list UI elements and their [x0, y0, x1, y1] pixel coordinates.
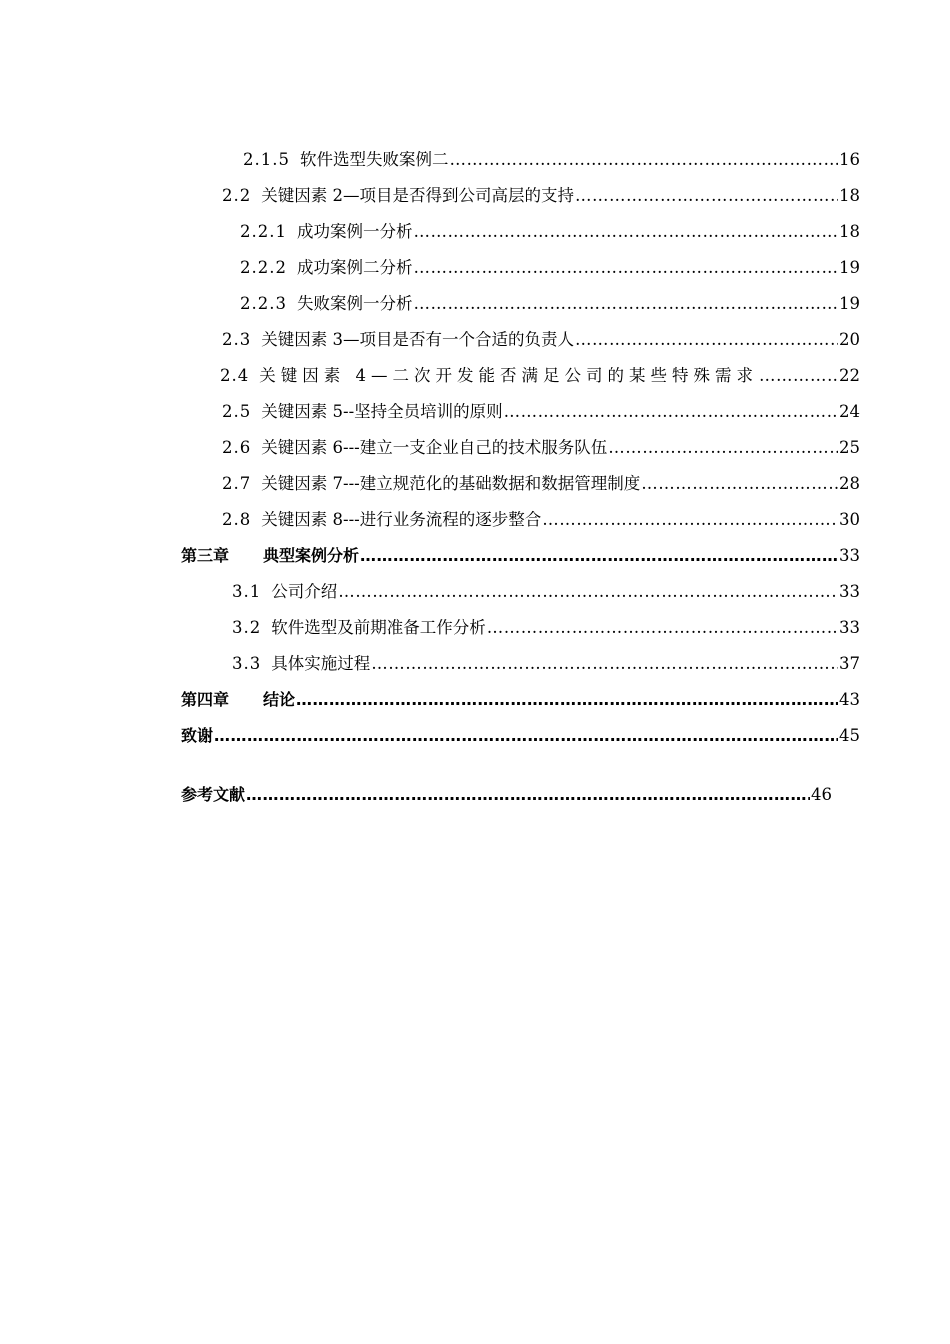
- toc-entry-title: 软件选型及前期准备工作分析: [271, 618, 486, 637]
- dot-leader: [608, 435, 838, 461]
- toc-entry-title: 关键因素 5--坚持全员培训的原则: [261, 402, 503, 421]
- dot-leader: [246, 782, 810, 808]
- toc-entry-title: 具体实施过程: [271, 654, 371, 673]
- toc-entry-title: 成功案例二分析: [296, 258, 413, 277]
- toc-entry-title: 关键因素 4—二次开发能否满足公司的某些特殊需求: [259, 366, 758, 385]
- dot-leader: [449, 147, 838, 173]
- dot-leader: [214, 723, 838, 749]
- toc-entry-page: 43: [839, 690, 860, 709]
- toc-acknowledgements[interactable]: [181, 723, 860, 749]
- toc-entry-number: 2.3: [222, 330, 252, 349]
- toc-entry-page: 28: [839, 474, 860, 493]
- toc-entry-2-2[interactable]: [222, 183, 860, 209]
- dot-leader: [641, 471, 838, 497]
- toc-entry-number: 3.3: [232, 654, 262, 673]
- dot-leader: [542, 507, 838, 533]
- toc-entry-3-3[interactable]: [232, 651, 860, 677]
- dot-leader: [487, 615, 838, 641]
- dot-leader: [413, 291, 838, 317]
- toc-entry-2-2-2[interactable]: [240, 255, 860, 281]
- toc-entry-title: 软件选型失败案例二: [299, 150, 449, 169]
- toc-entry-number: 2.2.2: [240, 258, 287, 277]
- toc-chapter-number: 第三章: [181, 546, 230, 565]
- toc-entry-3-2[interactable]: [232, 615, 860, 641]
- toc-entry-2-4[interactable]: [220, 363, 860, 389]
- toc-entry-page: 19: [839, 258, 860, 277]
- toc-entry-page: 24: [839, 402, 860, 421]
- toc-entry-page: 20: [839, 330, 860, 349]
- dot-leader: [759, 363, 838, 389]
- toc-chapter-3[interactable]: [181, 543, 860, 569]
- toc-entry-number: 2.2.1: [240, 222, 287, 241]
- toc-entry-page: 16: [839, 150, 860, 169]
- toc-entry-2-2-3[interactable]: [240, 291, 860, 317]
- toc-entry-number: 2.8: [222, 510, 252, 529]
- toc-chapter-title: 典型案例分析: [263, 546, 360, 565]
- toc-chapter-title: 参考文献: [181, 785, 246, 804]
- toc-entry-title: 公司介绍: [271, 582, 338, 601]
- toc-chapter-title: 致谢: [181, 726, 214, 745]
- toc-entry-title: 关键因素 3—项目是否有一个合适的负责人: [261, 330, 574, 349]
- toc-entry-number: 2.6: [222, 438, 252, 457]
- toc-entry-title: 关键因素 6---建立一支企业自己的技术服务队伍: [261, 438, 608, 457]
- toc-entry-2-2-1[interactable]: [240, 219, 860, 245]
- toc-chapter-number: 第四章: [181, 690, 230, 709]
- dot-leader: [371, 651, 838, 677]
- toc-entry-title: 成功案例一分析: [296, 222, 413, 241]
- dot-leader: [296, 687, 838, 713]
- toc-entry-page: 18: [839, 186, 860, 205]
- toc-entry-page: 33: [839, 546, 860, 565]
- toc-entry-page: 46: [811, 785, 832, 804]
- toc-entry-page: 37: [839, 654, 860, 673]
- toc-entry-title: 失败案例一分析: [296, 294, 413, 313]
- toc-entry-2-7[interactable]: [222, 471, 860, 497]
- toc-entry-number: 3.2: [232, 618, 262, 637]
- dot-leader: [575, 183, 838, 209]
- toc-entry-number: 2.5: [222, 402, 252, 421]
- toc-entry-number: 2.1.5: [243, 150, 290, 169]
- dot-leader: [360, 543, 838, 569]
- toc-entry-2-8[interactable]: [222, 507, 860, 533]
- dot-leader: [575, 327, 838, 353]
- toc-entry-page: 22: [839, 366, 860, 385]
- toc-entry-title: 关键因素 2—项目是否得到公司高层的支持: [261, 186, 574, 205]
- toc-entry-number: 3.1: [232, 582, 262, 601]
- toc-entry-page: 25: [839, 438, 860, 457]
- toc-chapter-title: 结论: [263, 690, 296, 709]
- toc-entry-page: 19: [839, 294, 860, 313]
- toc-entry-2-6[interactable]: [222, 435, 860, 461]
- toc-chapter-4[interactable]: [181, 687, 860, 713]
- toc-entry-page: 33: [839, 582, 860, 601]
- dot-leader: [504, 399, 838, 425]
- toc-entry-2-5[interactable]: [222, 399, 860, 425]
- toc-entry-page: 18: [839, 222, 860, 241]
- toc-entry-2-3[interactable]: [222, 327, 860, 353]
- toc-entry-title: 关键因素 7---建立规范化的基础数据和数据管理制度: [261, 474, 641, 493]
- toc-entry-page: 45: [839, 726, 860, 745]
- toc-entry-title: 关键因素 8---进行业务流程的逐步整合: [261, 510, 542, 529]
- toc-entry-page: 30: [839, 510, 860, 529]
- toc-entry-number: 2.7: [222, 474, 252, 493]
- dot-leader: [413, 219, 838, 245]
- toc-entry-number: 2.4: [220, 366, 250, 385]
- toc-entry-2-1-5[interactable]: [243, 147, 860, 173]
- toc-references[interactable]: [181, 782, 832, 808]
- toc-entry-page: 33: [839, 618, 860, 637]
- toc-entry-number: 2.2: [222, 186, 252, 205]
- toc-entry-number: 2.2.3: [240, 294, 287, 313]
- dot-leader: [338, 579, 838, 605]
- dot-leader: [413, 255, 838, 281]
- toc-entry-3-1[interactable]: [232, 579, 860, 605]
